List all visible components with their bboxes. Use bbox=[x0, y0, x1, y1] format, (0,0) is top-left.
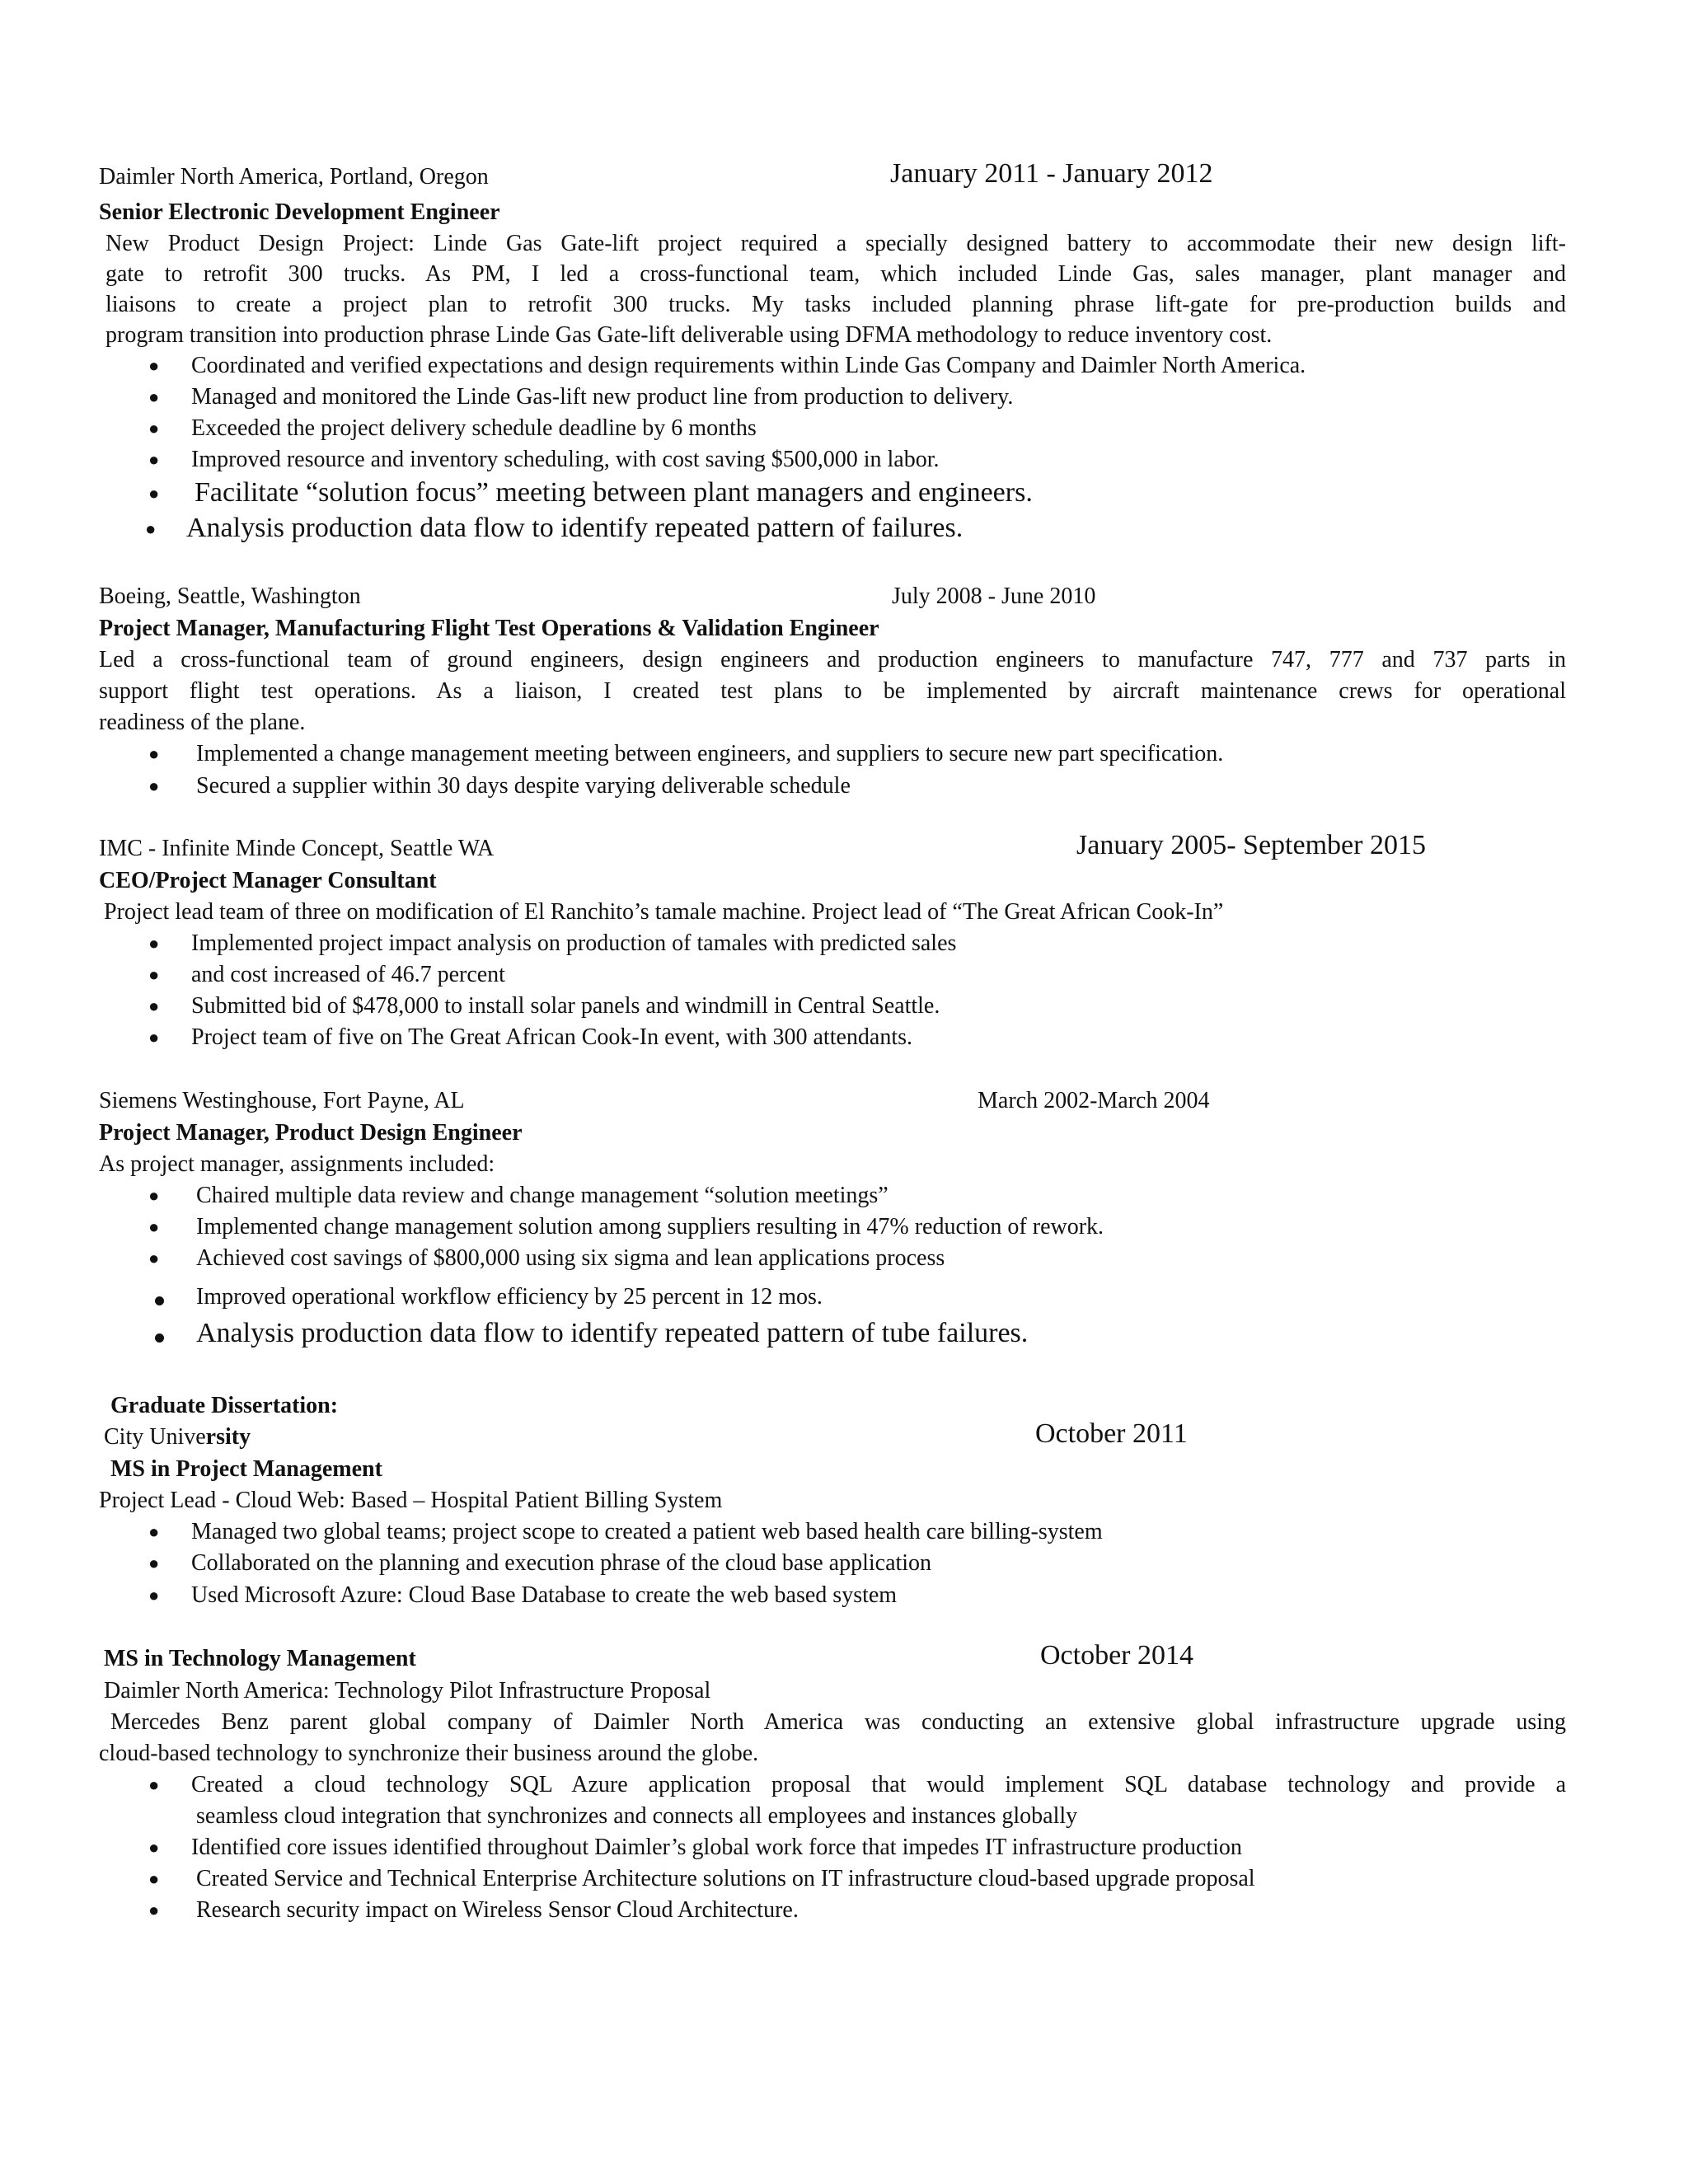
siemens-bullet: Analysis production data flow to identify repeated pattern of tube failures. bbox=[196, 1318, 1029, 1348]
bullet-icon: ● bbox=[148, 449, 160, 470]
ms2-date: October 2014 bbox=[1040, 1640, 1194, 1671]
siemens-company: Siemens Westinghouse, Fort Payne, AL bbox=[99, 1088, 465, 1113]
ms2-project: Daimler North America: Technology Pilot Infrastructure Proposal bbox=[104, 1678, 711, 1704]
ms2-bullet: Identified core issues identified throughout Daimler’s global work force that impedes IT infrastructure production bbox=[191, 1835, 1242, 1860]
ms2-para-line: Mercedes Benz parent global company of Daimler North America was conducting an extensive global infrastructure upgrade using bbox=[110, 1709, 1566, 1735]
daimler-bullet: Improved resource and inventory scheduling, with cost saving $500,000 in labor. bbox=[191, 447, 940, 472]
bullet-icon: ● bbox=[148, 1585, 160, 1605]
bullet-icon: ● bbox=[145, 518, 157, 539]
bullet-icon: ● bbox=[148, 933, 160, 954]
bullet-icon: ● bbox=[148, 1774, 160, 1795]
siemens-dates: March 2002-March 2004 bbox=[978, 1088, 1210, 1113]
daimler-para-line: New Product Design Project: Linde Gas Gate-lift project required a specially designed battery to accommodate their new design lift- bbox=[106, 231, 1566, 256]
bullet-icon: ● bbox=[148, 743, 160, 764]
bullet-icon: ● bbox=[148, 1553, 160, 1573]
daimler-title: Senior Electronic Development Engineer bbox=[99, 199, 500, 225]
imc-bullet: Project team of five on The Great African Cook-In event, with 300 attendants. bbox=[191, 1024, 912, 1050]
imc-bullet: Implemented project impact analysis on production of tamales with predicted sales bbox=[191, 930, 957, 956]
boeing-company: Boeing, Seattle, Washington bbox=[99, 583, 361, 609]
bullet-icon: ● bbox=[148, 1900, 160, 1920]
ms2-bullet: Created a cloud technology SQL Azure application proposal that would implement SQL database technology and provide a bbox=[191, 1772, 1566, 1797]
daimler-bullet: Analysis production data flow to identify repeated pattern of failures. bbox=[186, 513, 964, 543]
imc-para-line: Project lead team of three on modification of El Ranchito’s tamale machine. Project lead of “The Great African Cook-In” bbox=[104, 899, 1224, 925]
boeing-bullet: Secured a supplier within 30 days despite varying deliverable schedule bbox=[196, 773, 851, 799]
ms1-project: Project Lead - Cloud Web: Based – Hospital Patient Billing System bbox=[99, 1488, 723, 1513]
bullet-icon: ● bbox=[148, 1248, 160, 1268]
bullet-icon: ● bbox=[148, 1521, 160, 1542]
ms2-para-line: cloud-based technology to synchronize their business around the globe. bbox=[99, 1741, 759, 1766]
boeing-title: Project Manager, Manufacturing Flight Test Operations & Validation Engineer bbox=[99, 616, 879, 641]
daimler-dates: January 2011 - January 2012 bbox=[890, 158, 1213, 189]
daimler-para-line: gate to retrofit 300 trucks. As PM, I led a cross-functional team, which included Linde Gas, sales manager, plant manager and bbox=[106, 261, 1566, 287]
bullet-icon: ● bbox=[148, 776, 160, 796]
siemens-bullet: Chaired multiple data review and change management “solution meetings” bbox=[196, 1183, 889, 1208]
daimler-para-line: liaisons to create a project plan to retrofit 300 trucks. My tasks included planning phrase lift-gate for pre-production builds and bbox=[106, 292, 1566, 317]
bullet-icon: ● bbox=[148, 1868, 160, 1889]
ms2-bullet: Created Service and Technical Enterprise Architecture solutions on IT infrastructure cloud-based upgrade proposal bbox=[196, 1866, 1255, 1891]
ms1-date: October 2011 bbox=[1035, 1418, 1188, 1449]
ms1-bullet: Managed two global teams; project scope to created a patient web based health care billing-system bbox=[191, 1519, 1103, 1544]
siemens-bullet: Implemented change management solution among suppliers resulting in 47% reduction of rework. bbox=[196, 1214, 1104, 1240]
boeing-para-line: support flight test operations. As a liaison, I created test plans to be implemented by aircraft maintenance crews for operational bbox=[99, 678, 1566, 704]
ms1-title: MS in Project Management bbox=[110, 1456, 382, 1482]
boeing-bullet: Implemented a change management meeting between engineers, and suppliers to secure new part specification. bbox=[196, 741, 1224, 766]
education-heading: Graduate Dissertation: bbox=[110, 1393, 339, 1418]
boeing-para-line: readiness of the plane. bbox=[99, 710, 306, 735]
bullet-icon: ● bbox=[148, 1837, 160, 1858]
imc-dates: January 2005- September 2015 bbox=[1076, 830, 1426, 860]
siemens-bullet: Improved operational workflow efficiency by 25 percent in 12 mos. bbox=[196, 1284, 823, 1310]
bullet-icon: ● bbox=[148, 483, 160, 504]
ms2-bullet-continued: seamless cloud integration that synchronizes and connects all employees and instances globally bbox=[196, 1803, 1078, 1829]
daimler-bullet: Exceeded the project delivery schedule deadline by 6 months bbox=[191, 415, 757, 441]
bullet-icon: ● bbox=[148, 1185, 160, 1206]
bullet-icon: ● bbox=[148, 387, 160, 407]
university-name-bold: rsity bbox=[205, 1424, 251, 1450]
daimler-para-line: program transition into production phrase Linde Gas Gate-lift deliverable using DFMA methodology to reduce inventory cost. bbox=[106, 322, 1273, 348]
ms2-bullet: Research security impact on Wireless Sensor Cloud Architecture. bbox=[196, 1897, 799, 1923]
bullet-icon: ● bbox=[148, 355, 160, 376]
daimler-bullet: Facilitate “solution focus” meeting between plant managers and engineers. bbox=[195, 477, 1033, 508]
imc-bullet: Submitted bid of $478,000 to install solar panels and windmill in Central Seattle. bbox=[191, 993, 940, 1019]
boeing-dates: July 2008 - June 2010 bbox=[892, 583, 1096, 609]
small-bullet-icon bbox=[155, 1333, 164, 1343]
daimler-company: Daimler North America, Portland, Oregon bbox=[99, 164, 489, 190]
bullet-icon: ● bbox=[148, 1216, 160, 1237]
boeing-para-line: Led a cross-functional team of ground engineers, design engineers and production engineers to manufacture 747, 777 and 737 parts in bbox=[99, 647, 1566, 673]
bullet-icon: ● bbox=[148, 418, 160, 438]
university-name bbox=[104, 1422, 251, 1452]
bullet-icon: ● bbox=[148, 996, 160, 1016]
imc-title: CEO/Project Manager Consultant bbox=[99, 868, 437, 893]
university-name-plain: City Unive bbox=[104, 1424, 206, 1450]
ms1-bullet: Used Microsoft Azure: Cloud Base Database to create the web based system bbox=[191, 1582, 898, 1608]
bullet-icon: ● bbox=[148, 1027, 160, 1047]
bullet-icon: ● bbox=[148, 964, 160, 985]
ms2-title: MS in Technology Management bbox=[104, 1646, 416, 1671]
daimler-bullet: Managed and monitored the Linde Gas-lift new product line from production to delivery. bbox=[191, 384, 1014, 410]
imc-company: IMC - Infinite Minde Concept, Seattle WA bbox=[99, 836, 495, 861]
siemens-para-line: As project manager, assignments included: bbox=[99, 1151, 495, 1177]
small-bullet-icon bbox=[155, 1296, 164, 1305]
daimler-bullet: Coordinated and verified expectations and design requirements within Linde Gas Company and Daimler North America. bbox=[191, 353, 1306, 378]
siemens-bullet: Achieved cost savings of $800,000 using six sigma and lean applications process bbox=[196, 1245, 945, 1271]
ms1-bullet: Collaborated on the planning and execution phrase of the cloud base application bbox=[191, 1550, 932, 1576]
imc-bullet: and cost increased of 46.7 percent bbox=[191, 962, 505, 987]
siemens-title: Project Manager, Product Design Engineer bbox=[99, 1120, 523, 1146]
